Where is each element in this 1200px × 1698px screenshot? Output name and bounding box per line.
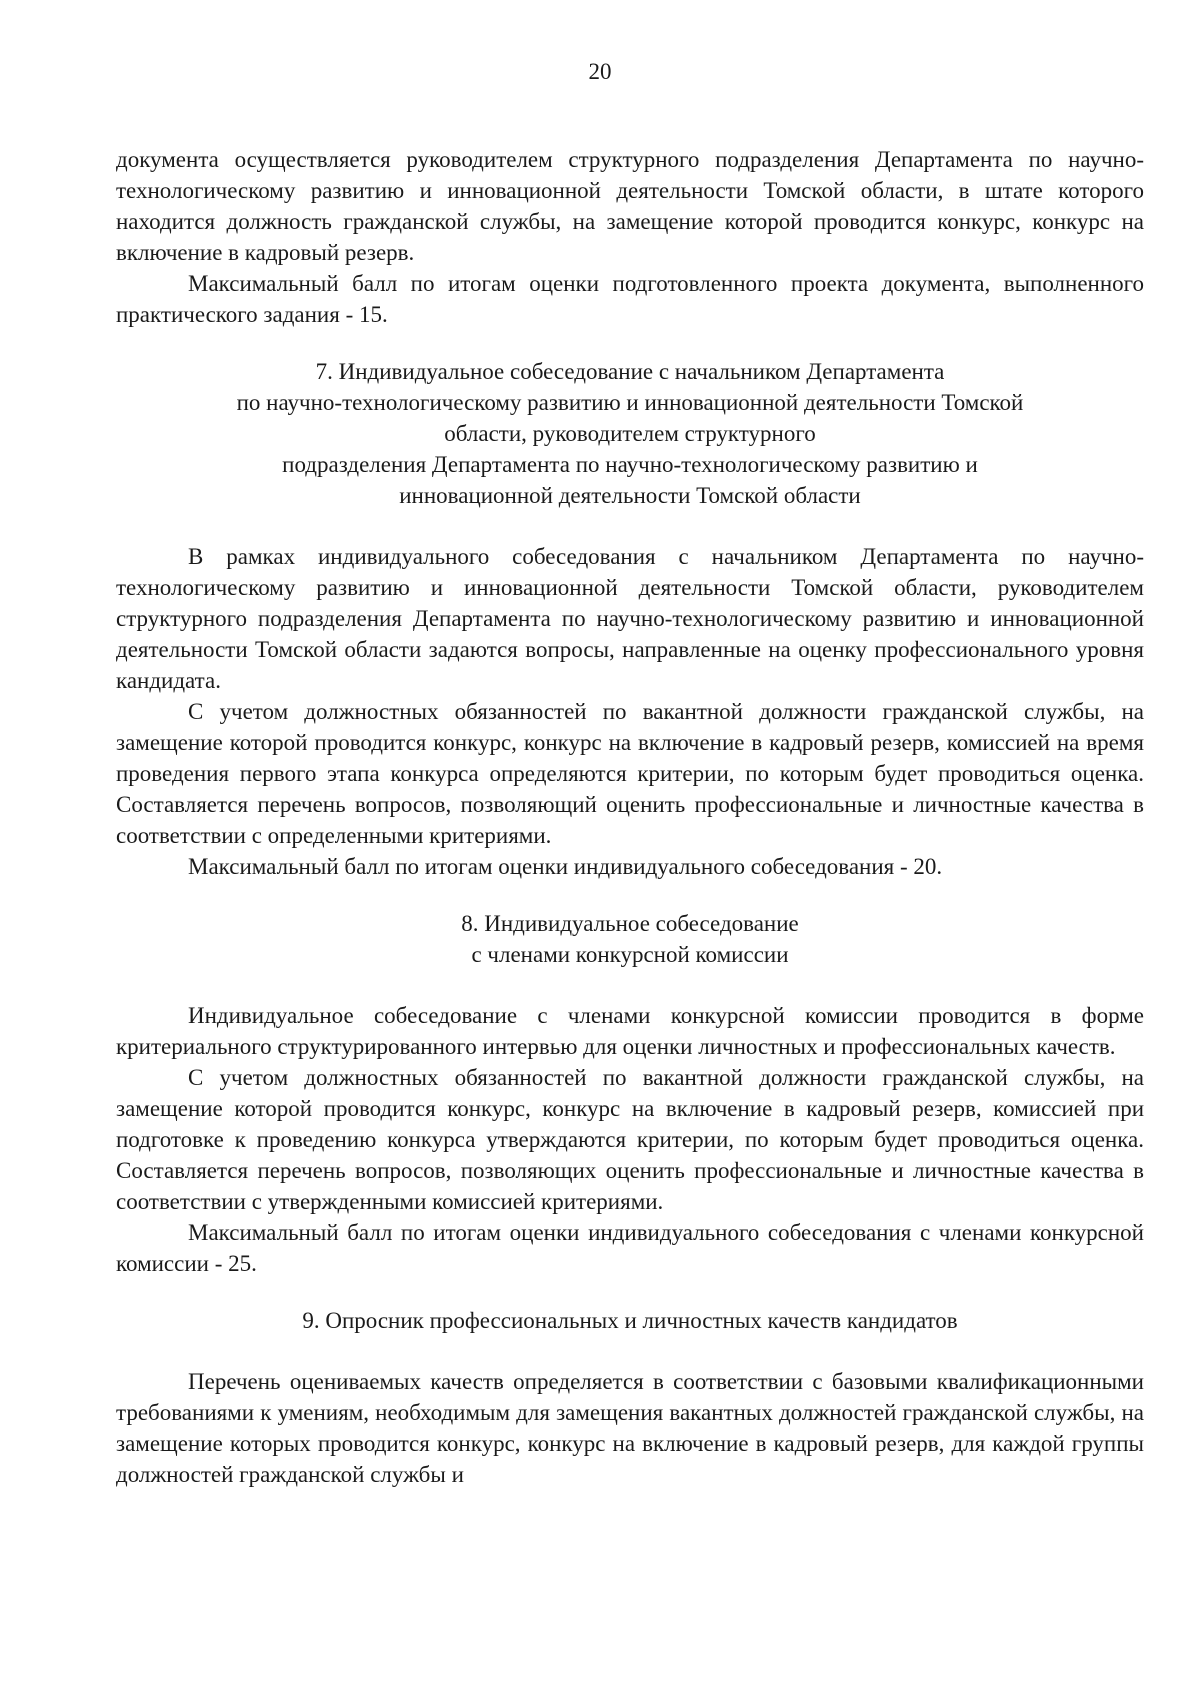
heading-line: с членами конкурсной комиссии (471, 942, 789, 967)
section-heading-7 (116, 356, 1144, 511)
paragraph-commission-criteria: С учетом должностных обязанностей по вакантной должности гражданской службы, на замещение которой проводится конкурс, конкурс на включение в кадровый резерв, комиссией при подготовке к проведению конкурса утверждаются критерии, по которым будет проводиться оценка. Составляется перечень вопросов, позволяющих оценить профессиональные и личностные качества в соответствии с утвержденными комиссией критериями. (116, 1065, 1144, 1214)
paragraph-max-score-15: Максимальный балл по итогам оценки подготовленного проекта документа, выполненного практического задания - 15. (116, 271, 1144, 327)
paragraph-criteria: С учетом должностных обязанностей по вакантной должности гражданской службы, на замещение которой проводится конкурс, конкурс на включение в кадровый резерв, комиссией на время проведения первого этапа конкурса определяются критерии, по которым будет проводиться оценка. Составляется перечень вопросов, позволяющий оценить профессиональные и личностные качества в соответствии с определенными критериями. (116, 699, 1144, 848)
heading-line: подразделения Департамента по научно-технологическому развитию и (282, 452, 978, 477)
paragraph-commission-interview: Индивидуальное собеседование с членами конкурсной комиссии проводится в форме критериального структурированного интервью для оценки личностных и профессиональных качеств. (116, 1003, 1144, 1059)
page-number: 20 (588, 59, 612, 84)
paragraph-max-score-25: Максимальный балл по итогам оценки индивидуального собеседования с членами конкурсной комиссии - 25. (116, 1220, 1144, 1276)
heading-line: 9. Опросник профессиональных и личностных качеств кандидатов (302, 1308, 958, 1333)
section-heading-9 (116, 1305, 1144, 1336)
paragraph-max-score-20: Максимальный балл по итогам оценки индивидуального собеседования - 20. (188, 854, 943, 879)
heading-line: инновационной деятельности Томской области (399, 483, 861, 508)
section-heading-8 (116, 908, 1144, 970)
paragraph-interview-questions: В рамках индивидуального собеседования с начальником Департамента по научно-технологическому развитию и инновационной деятельности Томской области, руководителем структурного подразделения Департамента по научно-технологическому развитию и инновационной деятельности Томской области задаются вопросы, направленные на оценку профессионального уровня кандидата. (116, 544, 1144, 693)
paragraph-continuation: документа осуществляется руководителем структурного подразделения Департамента по научно-технологическому развитию и инновационной деятельности Томской области, в штате которого находится должность гражданской службы, на замещение которой проводится конкурс, конкурс на включение в кадровый резерв. (116, 147, 1144, 265)
heading-line: 8. Индивидуальное собеседование (461, 911, 799, 936)
heading-line: по научно-технологическому развитию и инновационной деятельности Томской (236, 390, 1024, 415)
heading-line: 7. Индивидуальное собеседование с начальником Департамента (315, 359, 945, 384)
heading-line: области, руководителем структурного (444, 421, 816, 446)
document-body (116, 144, 1144, 1490)
paragraph-qualities-list: Перечень оцениваемых качеств определяется в соответствии с базовыми квалификационными требованиями к умениям, необходимым для замещения вакантных должностей гражданской службы, на замещение которых проводится конкурс, конкурс на включение в кадровый резерв, для каждой группы должностей гражданской службы и (116, 1369, 1144, 1487)
